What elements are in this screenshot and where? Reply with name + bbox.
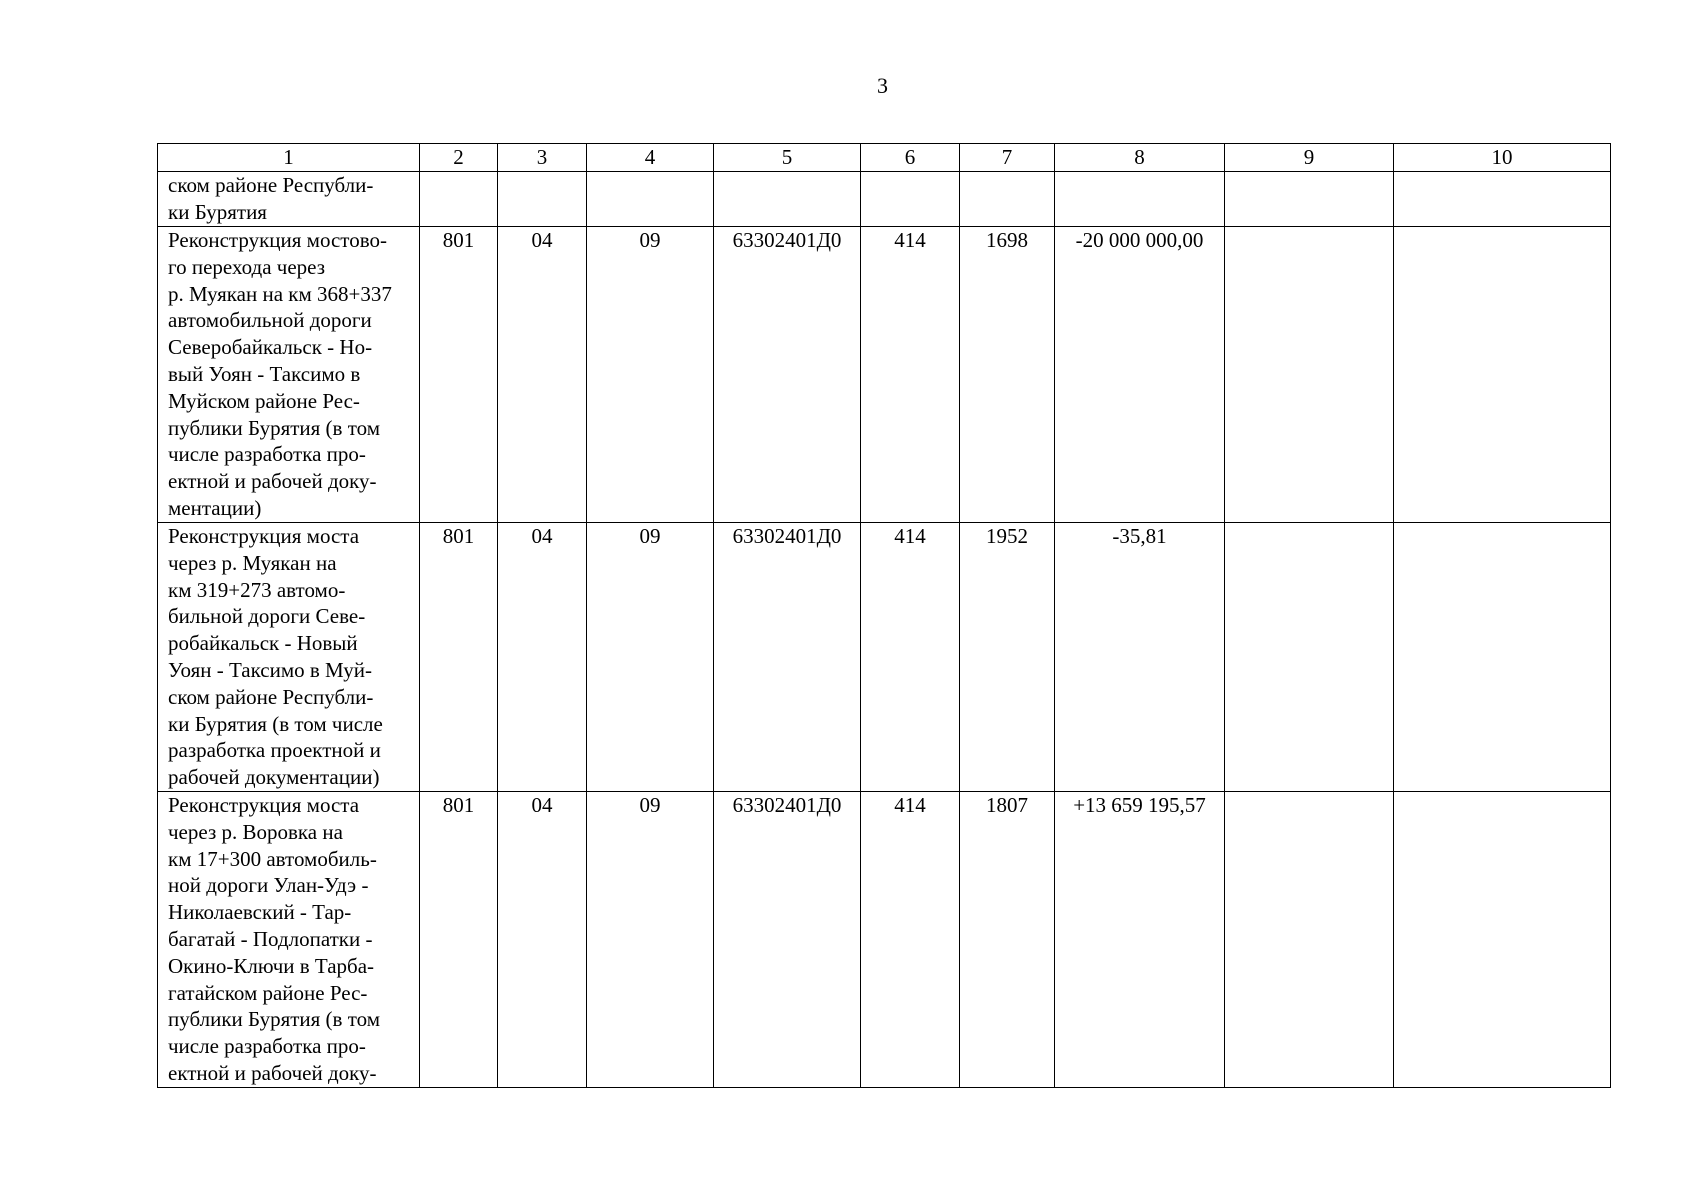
description-line: публики Бурятия (в том	[168, 1007, 380, 1032]
description-line: км 319+273 автомо-	[168, 577, 346, 602]
description-line: ментации)	[168, 495, 262, 520]
column-header: 5	[714, 144, 861, 172]
cell-col10	[1394, 792, 1611, 1088]
column-header: 8	[1055, 144, 1225, 172]
row-description	[158, 172, 420, 227]
cell-col5: 63302401Д0	[714, 227, 861, 523]
description-line: числе разработка про-	[168, 442, 366, 467]
cell-col5: 63302401Д0	[714, 792, 861, 1088]
cell-col3: 04	[498, 227, 587, 523]
cell-col4: 09	[587, 792, 714, 1088]
row-description	[158, 523, 420, 792]
column-header: 1	[158, 144, 420, 172]
description-line: Реконструкция мостово-	[168, 228, 387, 252]
description-line: р. Муякан на км 368+337	[168, 281, 392, 306]
description-line: ском районе Республи-	[168, 173, 374, 197]
description-line: км 17+300 автомобиль-	[168, 846, 377, 871]
description-line: ском районе Республи-	[168, 684, 374, 709]
cell-col9	[1225, 172, 1394, 227]
description-line: ки Бурятия	[168, 199, 267, 224]
description-line: автомобильной дороги	[168, 308, 372, 333]
table-row	[158, 172, 1611, 227]
cell-col6	[861, 172, 960, 227]
cell-col8: -20 000 000,00	[1055, 227, 1225, 523]
description-line: гатайском районе Рес-	[168, 980, 368, 1005]
description-line: публики Бурятия (в том	[168, 415, 380, 440]
description-line: Окино-Ключи в Тарба-	[168, 953, 375, 978]
cell-col9	[1225, 227, 1394, 523]
table-row	[158, 523, 1611, 792]
cell-col5: 63302401Д0	[714, 523, 861, 792]
cell-col6: 414	[861, 523, 960, 792]
description-line: багатай - Подлопатки -	[168, 926, 373, 951]
table-row	[158, 792, 1611, 1088]
description-line: рабочей документации)	[168, 765, 380, 790]
description-line: Николаевский - Тар-	[168, 900, 352, 925]
description-line: Реконструкция моста	[168, 793, 360, 817]
cell-col7: 1698	[960, 227, 1055, 523]
column-header: 2	[420, 144, 498, 172]
description-line: го перехода через	[168, 254, 326, 279]
table-row	[158, 227, 1611, 523]
cell-col7	[960, 172, 1055, 227]
column-header: 9	[1225, 144, 1394, 172]
cell-col2: 801	[420, 792, 498, 1088]
description-line: робайкальск - Новый	[168, 631, 358, 656]
description-line: ектной и рабочей доку-	[168, 469, 377, 494]
description-line: ной дороги Улан-Удэ -	[168, 873, 369, 898]
description-line: Муйском районе Рес-	[168, 388, 360, 413]
cell-col2	[420, 172, 498, 227]
description-line: числе разработка про-	[168, 1034, 366, 1059]
cell-col8: -35,81	[1055, 523, 1225, 792]
cell-col9	[1225, 792, 1394, 1088]
cell-col3: 04	[498, 523, 587, 792]
column-header: 3	[498, 144, 587, 172]
cell-col10	[1394, 227, 1611, 523]
description-line: Реконструкция моста	[168, 524, 360, 548]
description-line: ектной и рабочей доку-	[168, 1060, 377, 1085]
cell-col2: 801	[420, 227, 498, 523]
cell-col10	[1394, 172, 1611, 227]
cell-col6: 414	[861, 227, 960, 523]
table-header-row	[158, 144, 1611, 172]
budget-table	[157, 143, 1611, 1088]
description-line: ки Бурятия (в том числе	[168, 711, 383, 736]
cell-col7: 1952	[960, 523, 1055, 792]
cell-col8	[1055, 172, 1225, 227]
page-number: 3	[877, 73, 888, 98]
cell-col6: 414	[861, 792, 960, 1088]
description-line: разработка проектной и	[168, 738, 381, 763]
column-header: 7	[960, 144, 1055, 172]
description-line: вый Уоян - Таксимо в	[168, 361, 361, 386]
cell-col3: 04	[498, 792, 587, 1088]
column-header: 6	[861, 144, 960, 172]
description-line: Уоян - Таксимо в Муй-	[168, 657, 372, 682]
cell-col5	[714, 172, 861, 227]
cell-col10	[1394, 523, 1611, 792]
row-description	[158, 792, 420, 1088]
description-line: через р. Муякан на	[168, 550, 337, 575]
description-line: через р. Воровка на	[168, 819, 343, 844]
row-description	[158, 227, 420, 523]
column-header: 4	[587, 144, 714, 172]
cell-col3	[498, 172, 587, 227]
description-line: бильной дороги Севе-	[168, 604, 366, 629]
cell-col9	[1225, 523, 1394, 792]
cell-col4: 09	[587, 523, 714, 792]
cell-col4	[587, 172, 714, 227]
cell-col2: 801	[420, 523, 498, 792]
description-line: Северобайкальск - Но-	[168, 335, 373, 360]
cell-col4: 09	[587, 227, 714, 523]
cell-col8: +13 659 195,57	[1055, 792, 1225, 1088]
column-header: 10	[1394, 144, 1611, 172]
cell-col7: 1807	[960, 792, 1055, 1088]
